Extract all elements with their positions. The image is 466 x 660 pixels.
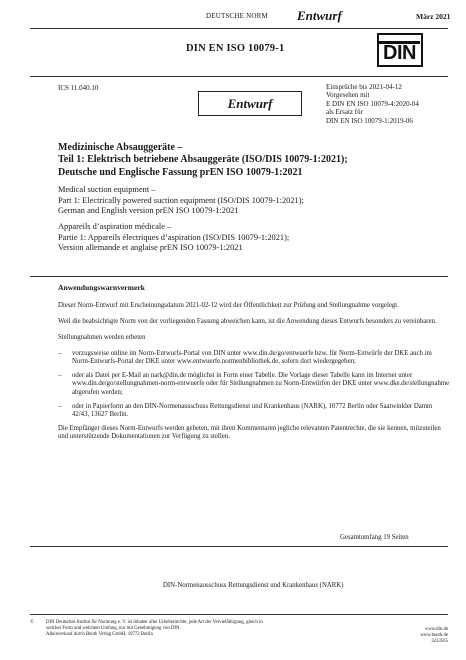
dash-bullet-icon: –: [58, 402, 62, 410]
dash-bullet-icon: –: [58, 372, 62, 380]
copyright-notice: [30, 620, 320, 638]
list-item: [58, 372, 450, 397]
warning-heading: Anwendungswarnvermerk: [58, 283, 145, 292]
side-info-line: E DIN EN ISO 10079-4:2020-04: [326, 99, 419, 108]
ics-code: ICS 11.040.10: [58, 84, 99, 92]
english-title-line: Medical suction equipment –: [58, 185, 156, 195]
list-item-text: oder als Datei per E-Mail an nark@din.de möglichst in Form einer Tabelle. Die Vorlage dieser Tabelle kann im Internet unter www.din.de/go/stellungnahmen-norm-entwuerfe oder für Stellungnahmen zu Norm-Entwürfen der DKE unter www.dke.de/stellungnahme abgerufen werden;: [72, 372, 450, 396]
warning-top-rule: [30, 276, 448, 277]
right-footer: [378, 627, 448, 646]
german-title-line: Teil 1: Elektrisch betriebene Absauggeräte (ISO/DIS 10079-1:2021);: [58, 154, 348, 166]
english-title-line: German and English version prEN ISO 10079-1:2021: [58, 206, 239, 216]
copyright-line: Alleinverkauf durch Beuth Verlag GmbH, 10772 Berlin: [46, 632, 153, 637]
french-title: [58, 222, 450, 254]
german-title-line: Deutsche und Englische Fassung prEN ISO 10079-1:2021: [58, 166, 303, 178]
side-info-line: Vorgesehen mit: [326, 91, 370, 100]
copyright-icon: ©: [30, 620, 34, 625]
side-info-block: [326, 83, 419, 125]
english-title-line: Part 1: Electrically powered suction equipment (ISO/DIS 10079-1:2021);: [58, 195, 304, 205]
english-title: [58, 185, 450, 217]
warning-paragraph: Dieser Norm-Entwurf mit Erscheinungsdatum 2021-02-12 wird der Öffentlichkeit zur Prüfung und Stellungnahme vorgelegt.: [58, 302, 399, 309]
norm-label: DEUTSCHE NORM: [206, 12, 268, 20]
side-info-line: Einsprüche bis 2021-04-12: [326, 83, 402, 91]
warning-paragraph: Die Empfänger dieses Norm-Entwurfs werden gebeten, mit ihren Kommentaren jegliche relevanten Patentrechte, die sie kennen, mitzuteilen und unterstützende Dokumentationen zur Verfügung zu stellen.: [58, 425, 441, 441]
warning-paragraph: Stellungnahmen werden erbeten: [58, 333, 146, 341]
list-item-text: vorzugsweise online im Norm-Entwurfs-Portal von DIN unter www.din.de/go/entwuerfe bzw. für Norm-Entwürfe der DKE auch im Norm-Entwurfs-Portal der DKE unter www.entwuerfe.normenbibliothek.de, sofern dort wiedergegeben;: [72, 349, 432, 366]
din-logo: [377, 33, 423, 67]
header-rule: [30, 28, 448, 29]
warning-body: [58, 302, 450, 449]
french-title-line: Partie 1: Appareils électriques d’aspiration (ISO/DIS 10079-1:2021);: [58, 232, 290, 242]
copyright-line: DIN Deutsches Institut für Normung e. V. ist Inhaber aller Urheberrechte; jede Art der Vervielfältigung, gleich in: [46, 620, 263, 625]
top-header: [0, 9, 466, 25]
dash-bullet-icon: –: [58, 349, 62, 357]
din-logo-text: DIN: [383, 42, 416, 64]
bottom-rule: [30, 546, 448, 547]
publication-date: März 2021: [416, 12, 451, 21]
german-title: [58, 142, 450, 179]
title-rule: [30, 76, 448, 77]
list-item: [58, 403, 450, 420]
list-item: [58, 350, 450, 367]
document-id: 3233565: [431, 639, 448, 645]
copyright-line: welcher Form und welchem Umfang, nur mit Genehmigung von DIN.: [46, 626, 181, 631]
header-entwurf-label: Entwurf: [297, 8, 342, 23]
french-title-line: Version allemande et anglaise prEN ISO 10079-1:2021: [58, 243, 243, 253]
entwurf-box: Entwurf: [198, 91, 302, 116]
title-block: [58, 142, 450, 254]
document-number: DIN EN ISO 10079-1: [186, 43, 285, 54]
warning-paragraph: Weil die beabsichtigte Norm von der vorliegenden Fassung abweichen kann, ist die Anwendung dieses Entwurfs besonders zu vereinbaren.: [58, 317, 437, 325]
list-item-text: oder in Papierform an den DIN-Normenausschuss Rettungsdienst und Krankenhaus (NARK), 10772 Berlin oder Saatwinkler Damm 42/43, 13627 Berlin.: [72, 402, 433, 419]
side-info-line: DIN EN ISO 10079-1:2019-06: [326, 116, 413, 125]
beuth-website: www.beuth.de: [420, 633, 448, 639]
din-website: www.din.de: [424, 627, 448, 632]
german-title-line: Medizinische Absauggeräte –: [58, 142, 183, 153]
french-title-line: Appareils d’aspiration médicale –: [58, 222, 172, 231]
total-pages: Gesamtumfang 19 Seiten: [340, 534, 409, 541]
side-info-line: als Ersatz für: [326, 108, 363, 117]
footer-rule: [30, 614, 448, 615]
comment-options-list: [58, 350, 450, 420]
committee-name: DIN-Normenausschuss Rettungsdienst und Krankenhaus (NARK): [163, 582, 344, 589]
